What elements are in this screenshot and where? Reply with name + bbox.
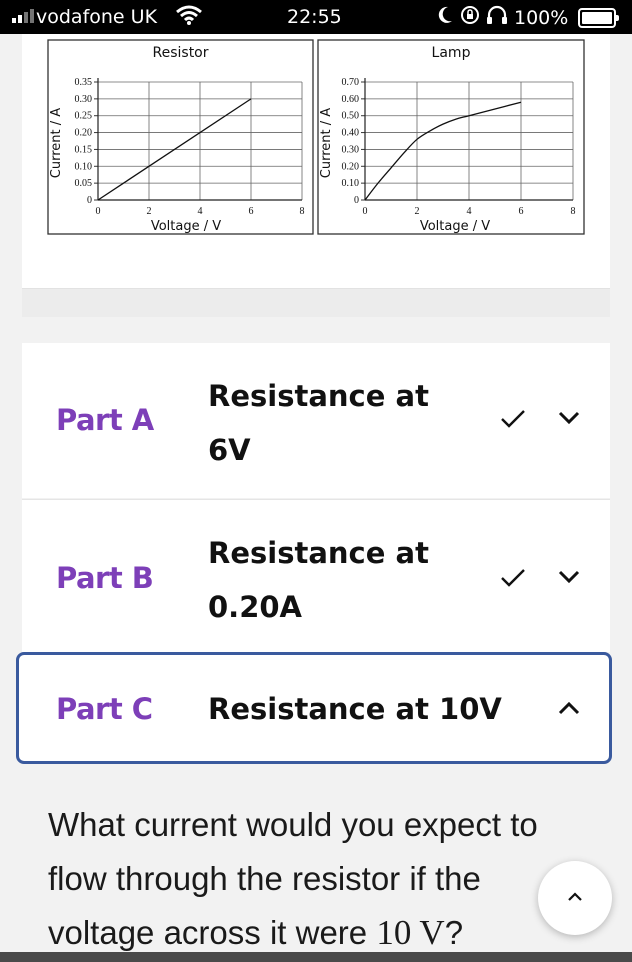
part-c-label: Part C: [56, 692, 153, 726]
part-c-header[interactable]: [16, 652, 612, 764]
x-tick-label: 4: [197, 206, 203, 217]
part-b-title: Resistance at 0.20A: [208, 536, 429, 624]
part-b-label: Part B: [56, 561, 154, 595]
part-a-title: Resistance at 6V: [208, 379, 429, 467]
y-tick-label: 0.30: [74, 93, 92, 105]
y-tick-label: 0.70: [341, 77, 359, 88]
series-line: [365, 102, 521, 200]
y-tick-label: 0.10: [74, 161, 92, 173]
part-a-label: Part A: [56, 403, 154, 437]
y-axis-label: Current / A: [319, 107, 334, 179]
battery-percent: 100%: [514, 6, 569, 29]
x-tick-label: 8: [299, 206, 305, 217]
scroll-to-top-button[interactable]: [538, 861, 612, 935]
x-tick-label: 2: [146, 206, 152, 217]
graphs-figure: [22, 34, 610, 288]
lock-rotation-icon: [460, 5, 480, 30]
signal-icon: [12, 9, 34, 23]
chart-title: Lamp: [431, 45, 471, 61]
y-axis-label: Current / A: [49, 107, 64, 179]
part-c-title: Resistance at 10V: [208, 692, 502, 726]
x-tick-label: 0: [362, 206, 368, 217]
y-tick-label: 0: [87, 195, 92, 206]
graphs-svg: [22, 34, 610, 288]
y-tick-label: 0.50: [341, 110, 359, 122]
y-tick-label: 0.05: [74, 178, 92, 190]
chart-title: Resistor: [152, 45, 209, 61]
section-divider: [22, 288, 610, 317]
y-tick-label: 0.10: [341, 178, 359, 190]
headphones-icon: [486, 5, 508, 30]
y-tick-label: 0.40: [341, 127, 359, 139]
moon-icon: [436, 5, 454, 30]
chevron-up-icon[interactable]: [558, 701, 580, 720]
y-tick-label: 0.20: [74, 127, 92, 139]
clock-time: 22:55: [287, 6, 342, 28]
y-tick-label: 0.20: [341, 161, 359, 173]
y-tick-label: 0.60: [341, 93, 359, 105]
x-tick-label: 2: [414, 206, 420, 217]
question-text: What current would you expect to flow through the resistor if the voltage across it were 10 V?: [48, 806, 538, 952]
y-tick-label: 0.15: [74, 144, 92, 156]
y-tick-label: 0.30: [341, 144, 359, 156]
chevron-down-icon[interactable]: [558, 411, 580, 430]
x-tick-label: 0: [95, 206, 101, 217]
x-axis-label: Voltage / V: [419, 219, 491, 234]
part-a-header[interactable]: [22, 343, 610, 498]
x-tick-label: 8: [570, 206, 576, 217]
carrier-name: vodafone UK: [36, 6, 158, 28]
part-b-header[interactable]: [22, 499, 610, 652]
check-icon: [500, 409, 526, 434]
wifi-icon: [176, 4, 202, 31]
y-tick-label: 0.35: [74, 77, 92, 88]
battery-icon: [578, 8, 616, 28]
x-tick-label: 4: [466, 206, 472, 217]
check-icon: [500, 568, 526, 593]
chevron-down-icon[interactable]: [558, 570, 580, 589]
status-bar: [0, 0, 632, 34]
x-tick-label: 6: [518, 206, 524, 217]
y-tick-label: 0: [354, 195, 359, 206]
x-tick-label: 6: [248, 206, 254, 217]
home-indicator-bar: [0, 952, 632, 962]
x-axis-label: Voltage / V: [150, 219, 222, 234]
chevron-up-icon: [567, 889, 583, 907]
y-tick-label: 0.25: [74, 110, 92, 122]
